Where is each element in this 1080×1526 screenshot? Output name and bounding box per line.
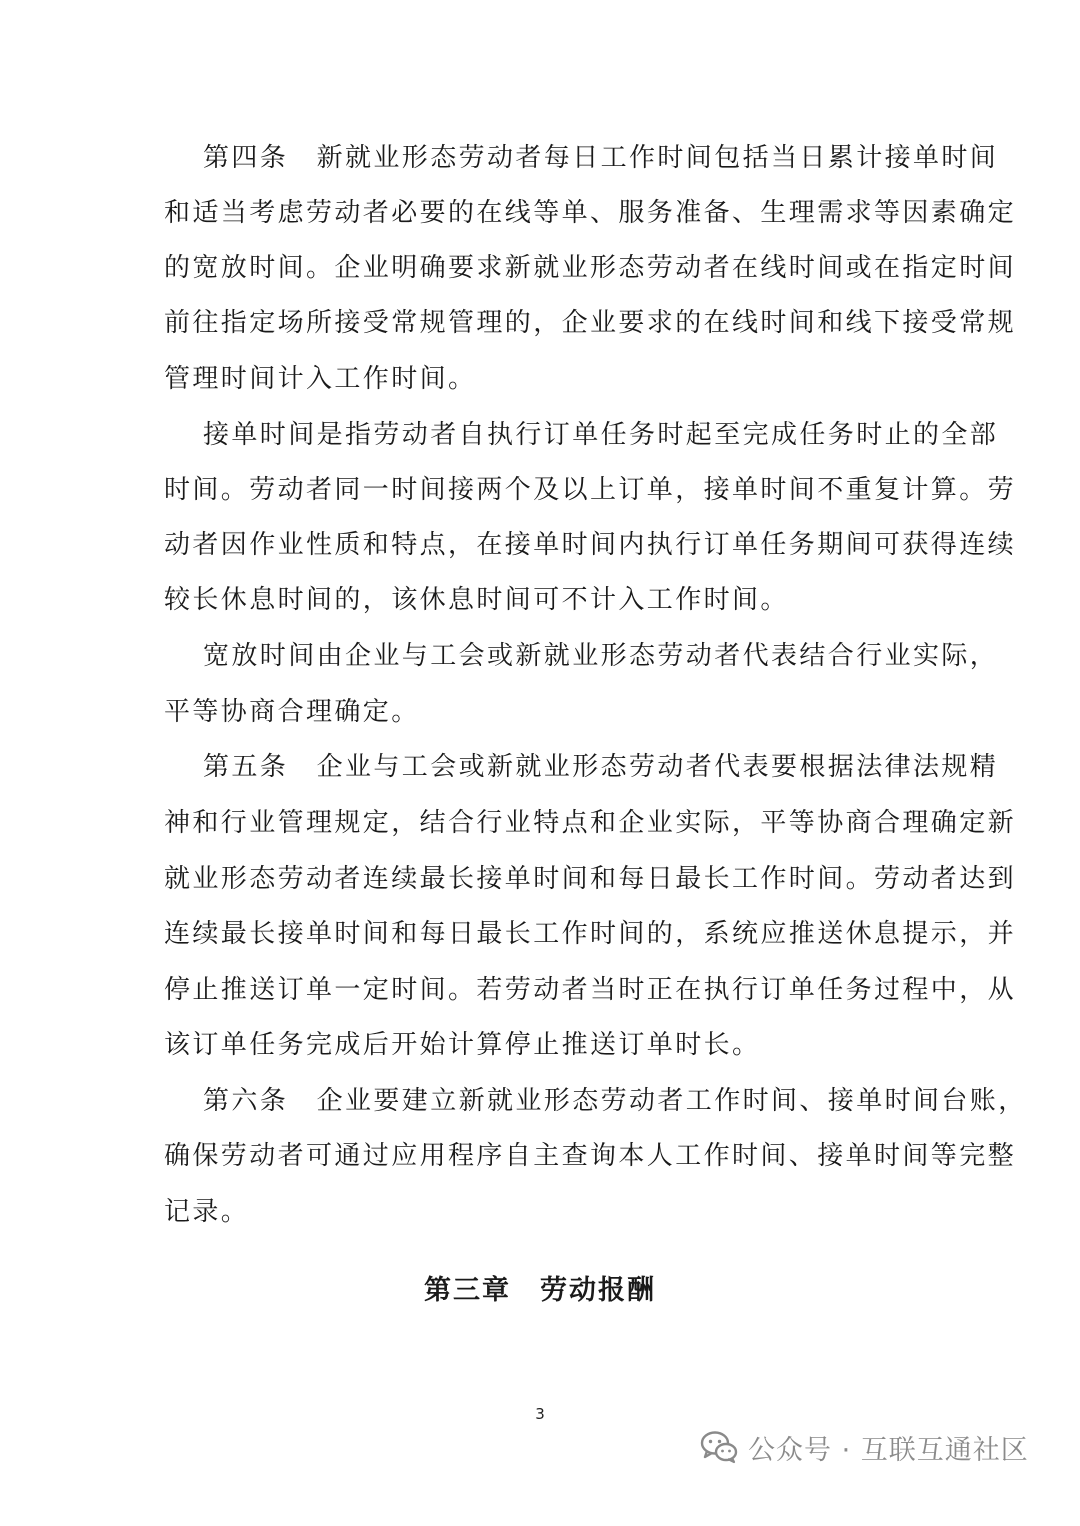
article-5-line-1: 第五条 企业与工会或新就业形态劳动者代表要根据法律法规精 bbox=[203, 752, 999, 782]
article-4-line-5: 管理时间计入工作时间。 bbox=[164, 364, 477, 394]
article-4-line-3: 的宽放时间。企业明确要求新就业形态劳动者在线时间或在指定时间 bbox=[164, 253, 1017, 283]
article-6-line-2: 确保劳动者可通过应用程序自主查询本人工作时间、接单时间等完整 bbox=[164, 1141, 1017, 1171]
paragraph-order-time-line-3: 动者因作业性质和特点，在接单时间内执行订单任务期间可获得连续 bbox=[164, 530, 1017, 560]
article-5-line-2: 神和行业管理规定，结合行业特点和企业实际，平等协商合理确定新 bbox=[164, 808, 1017, 838]
article-5-line-4: 连续最长接单时间和每日最长工作时间的，系统应推送休息提示，并 bbox=[164, 919, 1017, 949]
article-5-line-3: 就业形态劳动者连续最长接单时间和每日最长工作时间。劳动者达到 bbox=[164, 864, 1017, 894]
article-4-line-1: 第四条 新就业形态劳动者每日工作时间包括当日累计接单时间 bbox=[203, 143, 999, 173]
article-5-line-6: 该订单任务完成后开始计算停止推送订单时长。 bbox=[164, 1030, 761, 1060]
wechat-icon bbox=[700, 1430, 738, 1464]
paragraph-allowance-line-2: 平等协商合理确定。 bbox=[164, 697, 420, 727]
watermark-text: 公众号 · 互联互通社区 bbox=[748, 1434, 1029, 1466]
paragraph-allowance-line-1: 宽放时间由企业与工会或新就业形态劳动者代表结合行业实际， bbox=[203, 641, 999, 671]
paragraph-order-time-line-2: 时间。劳动者同一时间接两个及以上订单，接单时间不重复计算。劳 bbox=[164, 475, 1017, 505]
watermark bbox=[700, 1425, 1029, 1469]
paragraph-order-time-line-4: 较长休息时间的，该休息时间可不计入工作时间。 bbox=[164, 585, 789, 615]
article-4-line-4: 前往指定场所接受常规管理的，企业要求的在线时间和线下接受常规 bbox=[164, 308, 1017, 338]
article-5-line-5: 停止推送订单一定时间。若劳动者当时正在执行订单任务过程中，从 bbox=[164, 975, 1017, 1005]
article-4-line-2: 和适当考虑劳动者必要的在线等单、服务准备、生理需求等因素确定 bbox=[164, 198, 1017, 228]
article-6-line-3: 记录。 bbox=[164, 1197, 250, 1227]
chapter-heading: 第三章 劳动报酬 bbox=[424, 1275, 656, 1306]
page-number: 3 bbox=[535, 1405, 545, 1423]
article-6-line-1: 第六条 企业要建立新就业形态劳动者工作时间、接单时间台账， bbox=[203, 1086, 1027, 1116]
paragraph-order-time-line-1: 接单时间是指劳动者自执行订单任务时起至完成任务时止的全部 bbox=[203, 420, 999, 450]
